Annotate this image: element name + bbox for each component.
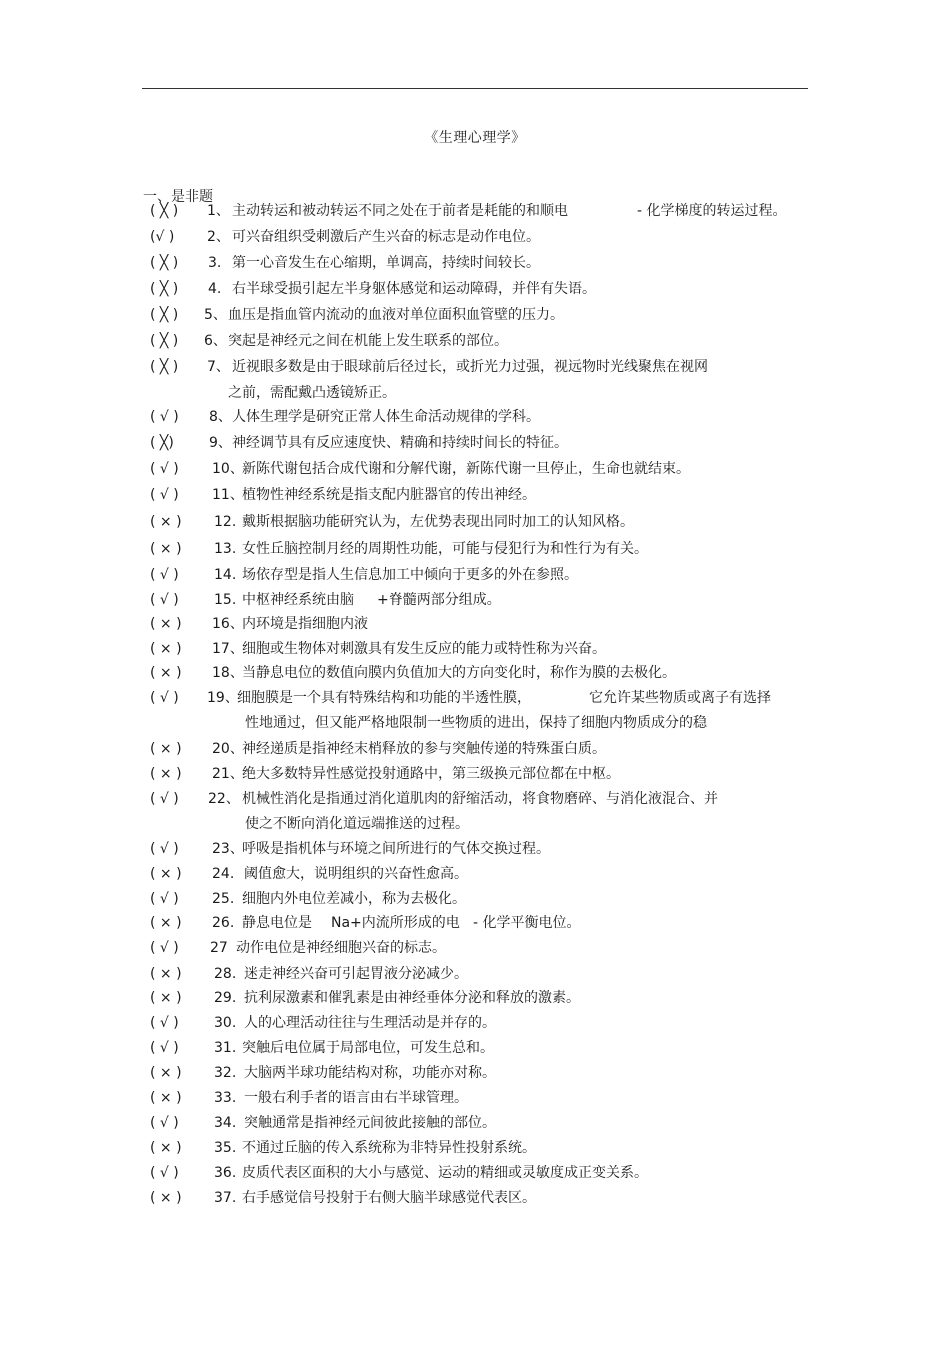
- question-text: 细胞内外电位差减小，称为去极化。: [242, 891, 466, 907]
- question-text: 呼吸是指机体与环境之间所进行的气体交换过程。: [242, 841, 550, 857]
- answer-mark: ( ╳ ): [150, 307, 179, 323]
- question-text-part: Na+内流所形成的电: [331, 915, 460, 931]
- answer-mark: ( × ): [150, 866, 182, 882]
- question-continuation: 性地通过，但又能严格地限制一些物质的进出，保持了细胞内物质成分的稳: [245, 715, 707, 731]
- question-text: 植物性神经系统是指支配内脏器官的传出神经。: [242, 487, 536, 503]
- question-text: 不通过丘脑的传入系统称为非特异性投射系统。: [242, 1140, 536, 1156]
- question-number: 12.: [214, 514, 237, 530]
- answer-mark: ( ╳ ): [150, 281, 179, 297]
- question-continuation: 使之不断向消化道远端推送的过程。: [245, 816, 469, 832]
- question-number: 27: [210, 940, 228, 956]
- question-text: 大脑两半球功能结构对称，功能亦对称。: [244, 1065, 496, 1081]
- question-number: 9、: [209, 435, 232, 451]
- answer-mark: ( √ ): [150, 567, 179, 583]
- answer-mark: ( × ): [150, 966, 182, 982]
- answer-mark: ( √ ): [150, 1040, 179, 1056]
- question-text: 当静息电位的数值向膜内负值加大的方向变化时，称作为膜的去极化。: [242, 665, 676, 681]
- question-text: 阈值愈大，说明组织的兴奋性愈高。: [244, 866, 468, 882]
- question-number: 25.: [212, 891, 235, 907]
- header-rule: [142, 88, 808, 89]
- answer-mark: ( ╳ ): [150, 255, 179, 271]
- answer-mark: ( ╳ ): [150, 333, 179, 349]
- question-text: 中枢神经系统由脑: [242, 592, 354, 608]
- question-number: 1、: [207, 203, 230, 219]
- question-number: 17、: [212, 641, 244, 657]
- question-number: 36.: [214, 1165, 237, 1181]
- question-text: 右半球受损引起左半身躯体感觉和运动障碍，并伴有失语。: [232, 281, 596, 297]
- question-number: 2、: [207, 229, 230, 245]
- question-text: 动作电位是神经细胞兴奋的标志。: [236, 940, 446, 956]
- document-title: 《生理心理学》: [424, 130, 526, 146]
- question-number: 32.: [214, 1065, 237, 1081]
- question-text-part: - 化学平衡电位。: [473, 915, 581, 931]
- answer-mark: ( × ): [150, 616, 182, 632]
- answer-mark: ( × ): [150, 990, 182, 1006]
- question-text: 静息电位是: [242, 915, 312, 931]
- answer-mark: ( √ ): [150, 461, 179, 477]
- answer-mark: ( √ ): [150, 690, 179, 706]
- question-text: 新陈代谢包括合成代谢和分解代谢，新陈代谢一旦停止，生命也就结束。: [242, 461, 690, 477]
- question-text: 神经递质是指神经末梢释放的参与突触传递的特殊蛋白质。: [242, 741, 606, 757]
- question-text: 皮质代表区面积的大小与感觉、运动的精细或灵敏度成正变关系。: [242, 1165, 648, 1181]
- question-number: 31.: [214, 1040, 237, 1056]
- question-number: 26.: [212, 915, 235, 931]
- answer-mark: ( √ ): [150, 1115, 179, 1131]
- answer-mark: ( × ): [150, 1090, 182, 1106]
- question-number: 23、: [212, 841, 244, 857]
- answer-mark: ( √ ): [150, 487, 179, 503]
- question-number: 6、: [204, 333, 227, 349]
- answer-mark: ( × ): [150, 915, 182, 931]
- question-text: 场依存型是指人生信息加工中倾向于更多的外在参照。: [242, 567, 578, 583]
- question-text-part: 它允许某些物质或离子有选择: [589, 690, 771, 706]
- answer-mark: ( ╳ ): [150, 359, 179, 375]
- question-text: 突触通常是指神经元间彼此接触的部位。: [244, 1115, 496, 1131]
- question-number: 14.: [214, 567, 237, 583]
- question-number: 5、: [204, 307, 227, 323]
- question-text: 第一心音发生在心缩期，单调高，持续时间较长。: [232, 255, 540, 271]
- section-heading: 一、是非题: [143, 189, 213, 205]
- answer-mark: ( × ): [150, 641, 182, 657]
- answer-mark: ( √ ): [150, 592, 179, 608]
- question-number: 15.: [214, 592, 237, 608]
- question-number: 35.: [214, 1140, 237, 1156]
- question-number: 33.: [214, 1090, 237, 1106]
- question-text: 细胞膜是一个具有特殊结构和功能的半透性膜，: [237, 690, 531, 706]
- question-number: 30.: [214, 1015, 237, 1031]
- question-text: 一般右利手者的语言由右半球管理。: [244, 1090, 468, 1106]
- question-number: 19、: [207, 690, 239, 706]
- question-text: 可兴奋组织受刺激后产生兴奋的标志是动作电位。: [232, 229, 540, 245]
- question-number: 37.: [214, 1190, 237, 1206]
- question-number: 22、: [208, 791, 240, 807]
- question-number: 16、: [212, 616, 244, 632]
- question-text: 右手感觉信号投射于右侧大脑半球感觉代表区。: [242, 1190, 536, 1206]
- question-number: 29.: [214, 990, 237, 1006]
- question-text: 绝大多数特异性感觉投射通路中，第三级换元部位都在中枢。: [242, 766, 620, 782]
- answer-mark: ( √ ): [150, 1165, 179, 1181]
- question-text: 内环境是指细胞内液: [242, 616, 368, 632]
- question-text: 女性丘脑控制月经的周期性功能，可能与侵犯行为和性行为有关。: [242, 541, 648, 557]
- question-text: 机械性消化是指通过消化道肌肉的舒缩活动，将食物磨碎、与消化液混合、并: [242, 791, 718, 807]
- answer-mark: ( √ ): [150, 1015, 179, 1031]
- question-text: 近视眼多数是由于眼球前后径过长，或折光力过强，视远物时光线聚焦在视网: [232, 359, 708, 375]
- question-number: 18、: [212, 665, 244, 681]
- question-number: 21、: [212, 766, 244, 782]
- question-number: 8、: [209, 409, 232, 425]
- question-text: 人体生理学是研究正常人体生命活动规律的学科。: [232, 409, 540, 425]
- answer-mark: ( × ): [150, 741, 182, 757]
- question-text: 戴斯根据脑功能研究认为，左优势表现出同时加工的认知风格。: [242, 514, 634, 530]
- answer-mark: ( √ ): [150, 841, 179, 857]
- answer-mark: ( × ): [150, 541, 182, 557]
- question-number: 28.: [214, 966, 237, 982]
- question-number: 24.: [212, 866, 235, 882]
- question-number: 11、: [212, 487, 244, 503]
- answer-mark: (√ ): [150, 229, 175, 245]
- question-text: 突触后电位属于局部电位，可发生总和。: [242, 1040, 494, 1056]
- answer-mark: ( × ): [150, 514, 182, 530]
- answer-mark: ( √ ): [150, 409, 179, 425]
- question-number: 10、: [212, 461, 244, 477]
- question-text: 神经调节具有反应速度快、精确和持续时间长的特征。: [232, 435, 568, 451]
- answer-mark: ( √ ): [150, 940, 179, 956]
- question-number: 3.: [208, 255, 222, 271]
- question-text: 主动转运和被动转运不同之处在于前者是耗能的和顺电: [232, 203, 568, 219]
- answer-mark: ( × ): [150, 766, 182, 782]
- question-text: 突起是神经元之间在机能上发生联系的部位。: [228, 333, 508, 349]
- question-text: 迷走神经兴奋可引起胃液分泌减少。: [244, 966, 468, 982]
- question-number: 4.: [208, 281, 222, 297]
- answer-mark: ( √ ): [150, 791, 179, 807]
- question-text: 人的心理活动往往与生理活动是并存的。: [244, 1015, 496, 1031]
- question-number: 20、: [212, 741, 244, 757]
- question-continuation: 之前，需配戴凸透镜矫正。: [228, 385, 396, 401]
- answer-mark: ( ╳): [150, 435, 174, 451]
- answer-mark: ( √ ): [150, 891, 179, 907]
- question-number: 34.: [214, 1115, 237, 1131]
- question-text: 血压是指血管内流动的血液对单位面积血管壁的压力。: [228, 307, 564, 323]
- question-text-part: - 化学梯度的转运过程。: [637, 203, 787, 219]
- answer-mark: ( × ): [150, 1140, 182, 1156]
- question-text: 细胞或生物体对刺激具有发生反应的能力或特性称为兴奋。: [242, 641, 606, 657]
- question-text-part: +脊髓两部分组成。: [377, 592, 501, 608]
- answer-mark: ( × ): [150, 665, 182, 681]
- answer-mark: ( ╳ ): [150, 203, 179, 219]
- question-text: 抗利尿激素和催乳素是由神经垂体分泌和释放的激素。: [244, 990, 580, 1006]
- question-number: 7、: [207, 359, 230, 375]
- question-number: 13.: [214, 541, 237, 557]
- answer-mark: ( × ): [150, 1190, 182, 1206]
- answer-mark: ( × ): [150, 1065, 182, 1081]
